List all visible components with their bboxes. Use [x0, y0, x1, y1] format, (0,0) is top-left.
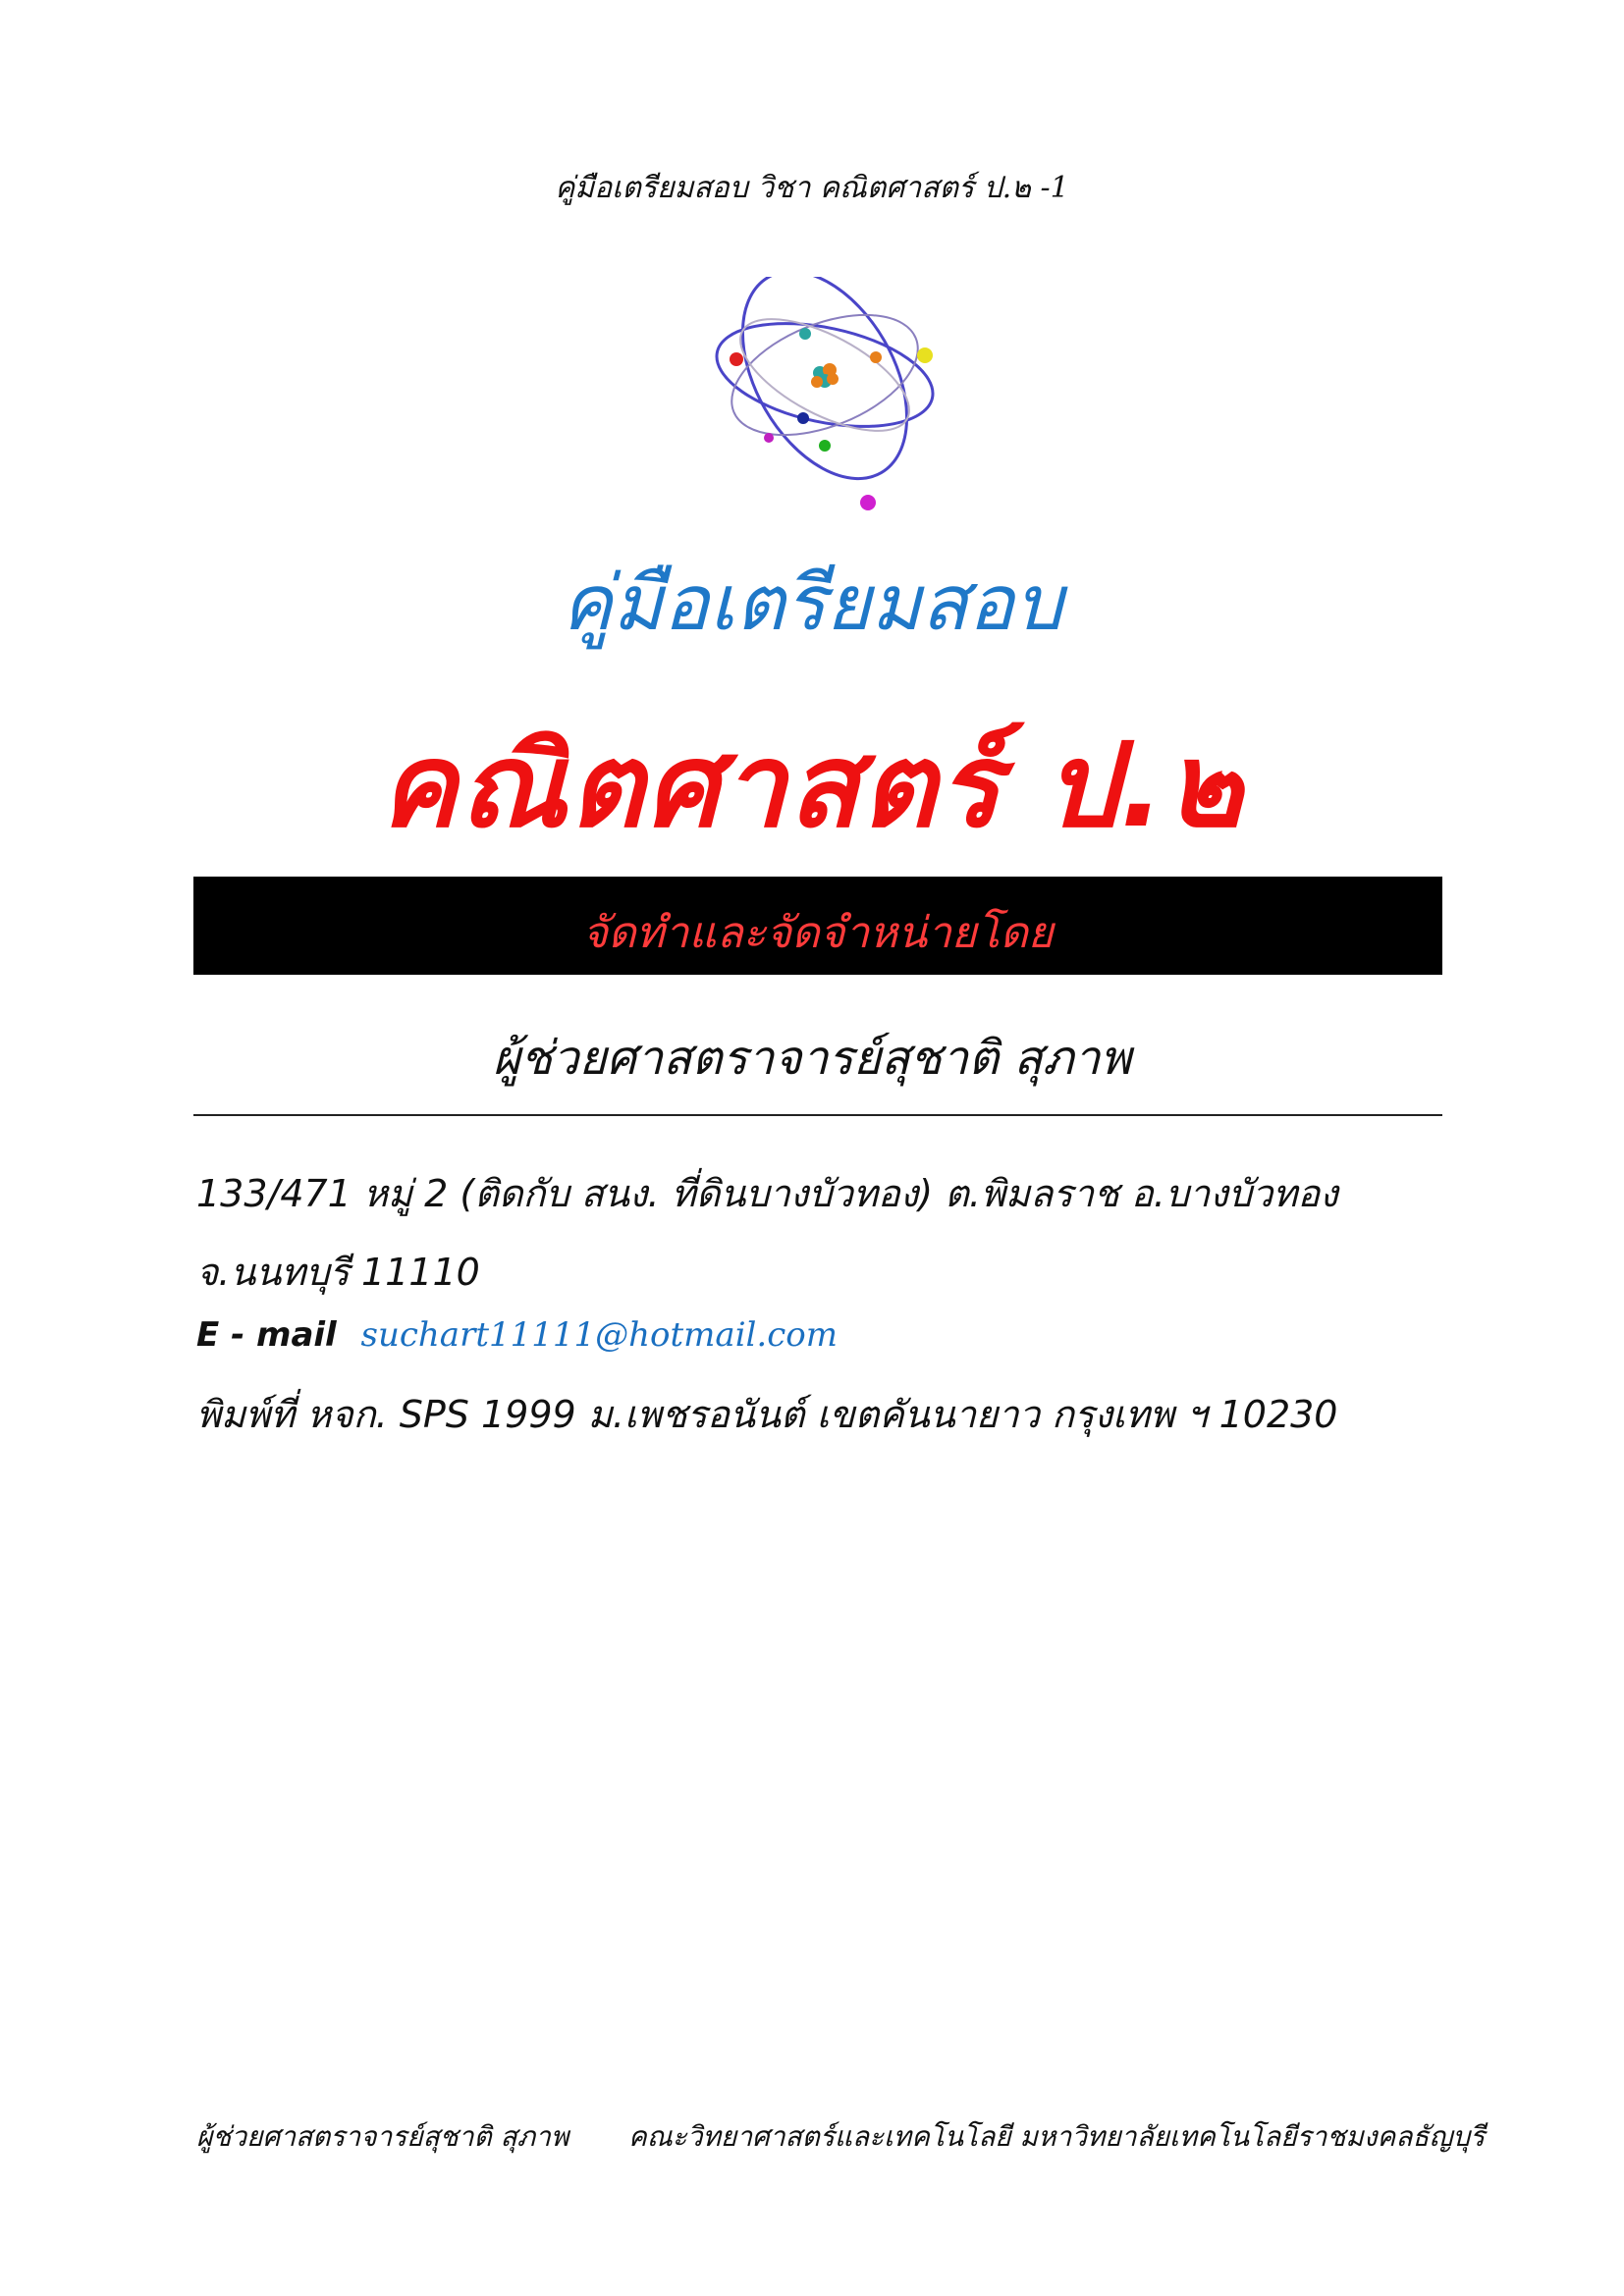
booklet-title: คณิตศาสตร์ ป.๒ [379, 718, 1245, 853]
footer-author: ผู้ช่วยศาสตราจารย์สุชาติ สุภาพ [196, 2120, 569, 2153]
footer-institution: คณะวิทยาศาสตร์และเทคโนโลยี มหาวิทยาลัยเทคโนโลยีราชมงคลธัญบุรี [628, 2120, 1486, 2153]
email-link[interactable]: suchart11111@hotmail.com [360, 1315, 838, 1355]
author-name: ผู้ช่วยศาสตราจารย์สุชาติ สุภาพ [492, 1031, 1132, 1086]
divider [193, 1114, 1442, 1116]
address-line-1: 133/471 หมู่ 2 (ติดกับ สนง. ที่ดินบางบัวทอง) ต.พิมลราช อ.บางบัวทอง [196, 1172, 1338, 1215]
page-header: คู่มือเตรียมสอบ วิชา คณิตศาสตร์ ป.๒ -1 [555, 171, 1069, 205]
atom-icon [707, 277, 943, 512]
printer-info: พิมพ์ที่ หจก. SPS 1999 ม.เพชรอนันต์ เขตคันนายาว กรุงเทพ ฯ 10230 [196, 1393, 1338, 1436]
publisher-banner [193, 877, 1442, 975]
email-row [196, 1315, 838, 1355]
banner-text: จัดทำและจัดจำหน่ายโดย [582, 908, 1054, 958]
address-line-2: จ.นนทบุรี 11110 [196, 1251, 480, 1294]
page-footer [196, 2115, 1486, 2159]
email-label: E - mail [196, 1315, 337, 1355]
booklet-subtitle: คู่มือเตรียมสอบ [561, 560, 1063, 648]
